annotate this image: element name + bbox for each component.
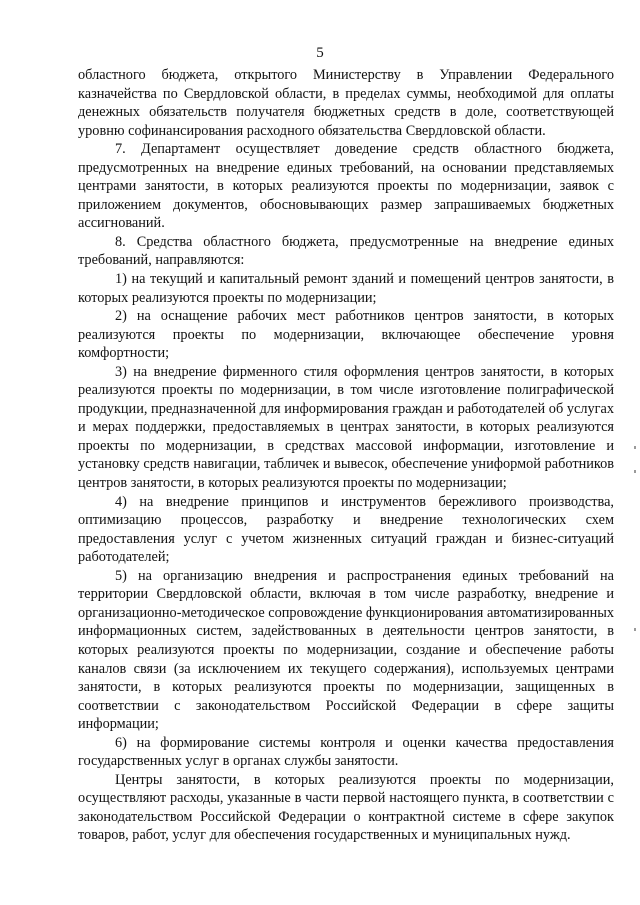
paragraph-item-7: 7. Департамент осуществляет доведение средств областного бюджета, предусмотренных на внедрение единых требований, на основании представляемых центрами занятости, в которых реализуются проекты по модернизации, заявок с приложением документов, обосновывающих размер запрашиваемых бюджетных ассигнований.: [78, 141, 614, 232]
scan-margin-mark: [634, 470, 636, 473]
page-number: 5: [316, 45, 324, 61]
scan-margin-mark: [634, 628, 636, 631]
paragraph-closing: Центры занятости, в которых реализуются проекты по модернизации, осуществляют расходы, указанные в части первой настоящего пункта, в соответствии с законодательством Российской Федерации о контрактной системе в сфере закупок товаров, работ, услуг для обеспечения государственных и муниципальных нужд.: [78, 771, 614, 844]
scan-margin-mark: [634, 446, 636, 449]
subparagraph-4: 4) на внедрение принципов и инструментов бережливого производства, оптимизацию процессов, разработку и внедрение технологических схем предоставления услуг с учетом жизненных ситуаций граждан и бизнес-ситуаций работодателей;: [78, 493, 614, 566]
paragraph-continuation: областного бюджета, открытого Министерству в Управлении Федерального казначейства по Свердловской области, в пределах суммы, необходимой для оплаты денежных обязательств получателя бюджетных средств в доле, соответствующей уровню софинансирования расходного обязательства Свердловской области.: [78, 67, 614, 139]
subparagraph-5: 5) на организацию внедрения и распространения единых требований на территории Свердловской области, включая в том числе разработку, внедрение и организационно-методическое сопровождение функционирования автоматизированных информационных систем, задействованных в деятельности центров занятости, в которых реализуются проекты по модернизации, создание и обеспечение работы каналов связи (за исключением их текущего содержания), используемых центрами занятости, в которых реализуются проекты по модернизации, защищенных в соответствии с законодательством Российской Федерации в сфере защиты информации;: [78, 567, 615, 733]
subparagraph-1: 1) на текущий и капитальный ремонт зданий и помещений центров занятости, в которых реализуются проекты по модернизации;: [78, 271, 614, 306]
subparagraph-2: 2) на оснащение рабочих мест работников центров занятости, в которых реализуются проекты по модернизации, включающее обеспечение уровня комфортности;: [78, 308, 614, 362]
paragraph-item-8: 8. Средства областного бюджета, предусмотренные на внедрение единых требований, направляются:: [78, 233, 614, 269]
subparagraph-3: 3) на внедрение фирменного стиля оформления центров занятости, в которых реализуются проекты по модернизации, в том числе изготовление полиграфической продукции, предназначенной для информирования граждан и работодателей об услугах и мерах поддержки, предоставляемых в центрах занятости, в которых реализуются проекты по модернизации, в средствах массовой информации, изготовление и установку средств навигации, табличек и вывесок, обеспечение униформой работников центров занятости, в которых реализуются проекты по модернизации;: [78, 363, 614, 492]
document-body: [78, 66, 614, 845]
subparagraph-6: 6) на формирование системы контроля и оценки качества предоставления государственных услуг в органах службы занятости.: [78, 734, 614, 770]
